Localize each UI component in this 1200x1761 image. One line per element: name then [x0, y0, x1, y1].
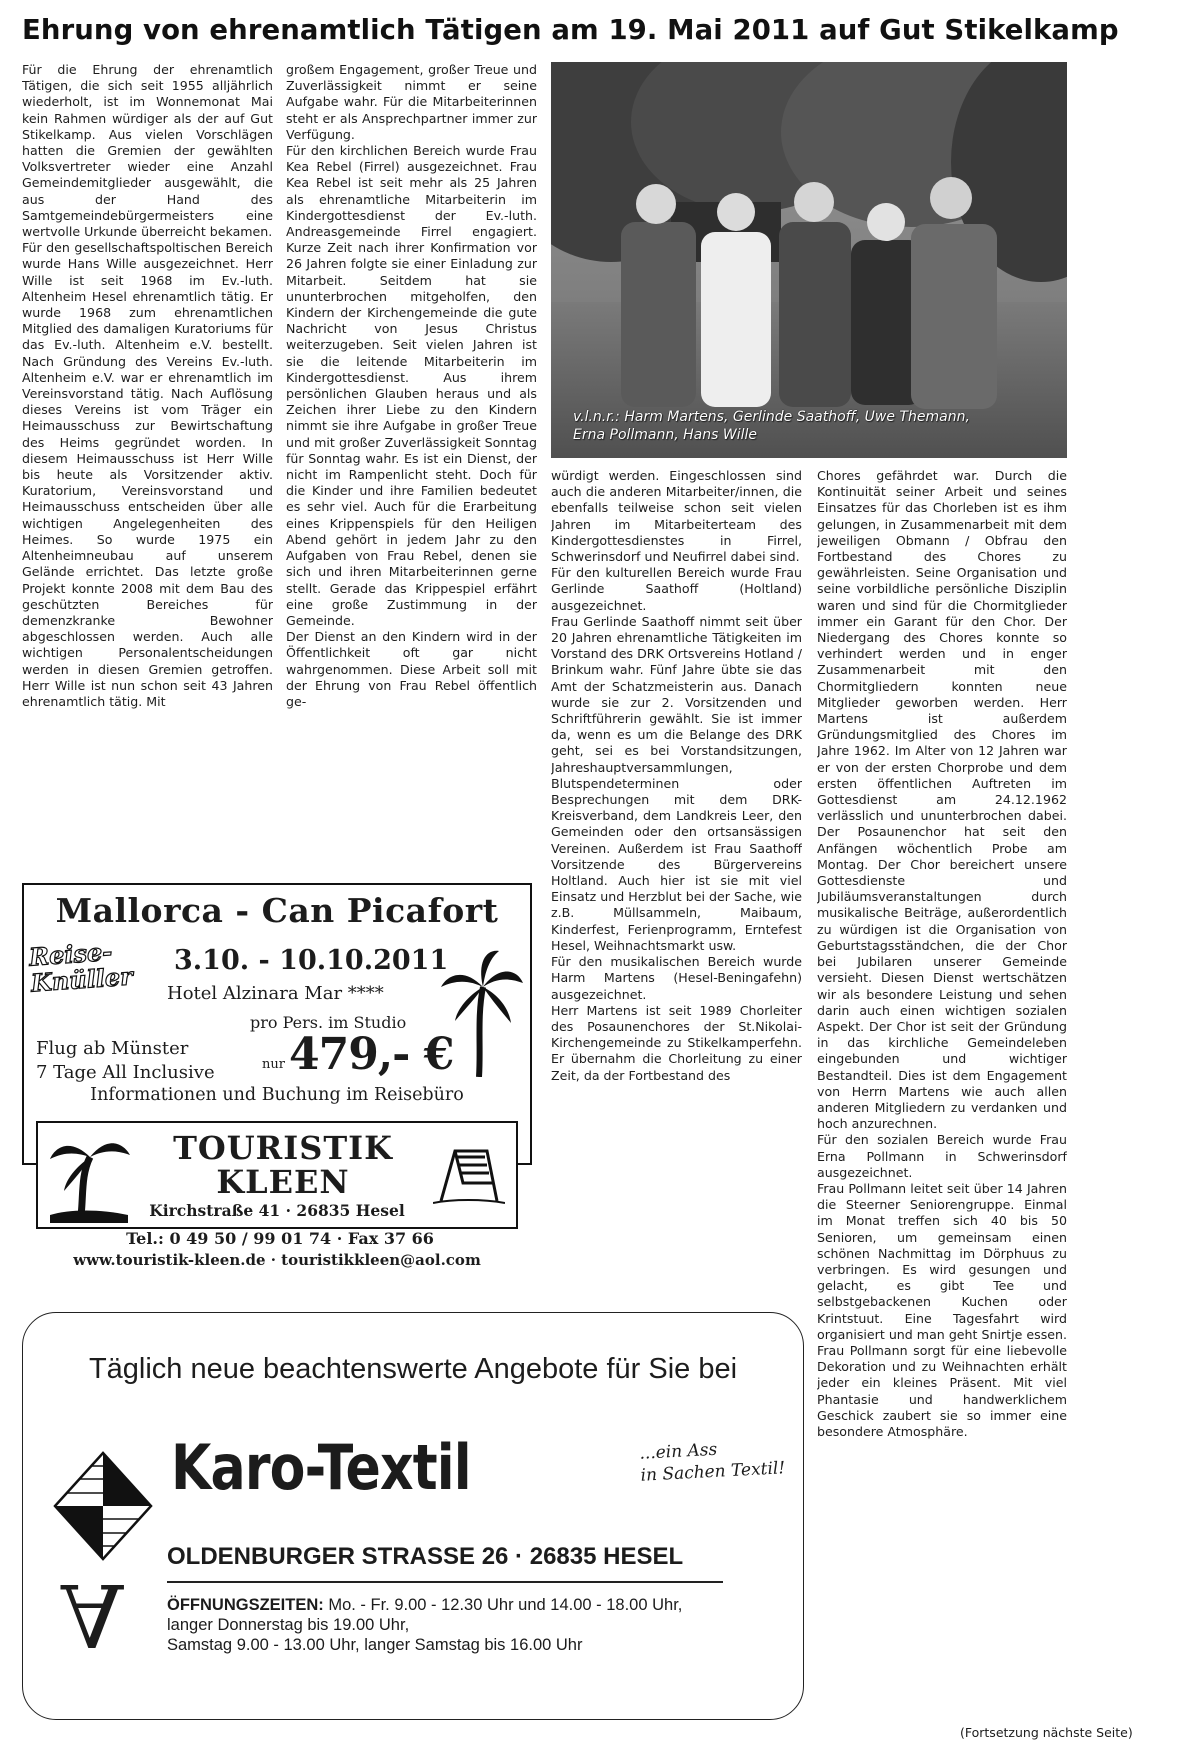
badge-line-2: Knüller — [29, 961, 134, 998]
textile-logo-letter: A — [61, 1564, 124, 1664]
paragraph: Für den musikalischen Bereich wurde Harm Martens (Hesel-Beningafehn) ausgezeichnet. — [551, 954, 802, 1002]
travel-details — [36, 1037, 215, 1085]
paragraph: Chores gefährdet war. Durch die Kontinuität seiner Arbeit und seines Einsatzes für das Chorleben ist es ihm gelungen, in Zusammenarbeit mit dem jeweiligen Obmann / Obfrau den Fortbestand des Chores zu gewährleisten. Seine Organisation und seine vorbildliche persönliche Disziplin waren und sind für die Chormitglieder immer ein Garant für den Chor. Der Niedergang des Chores konnte so verhindert werden und in enger Zusammenarbeit mit den Chormitgliedern konnten neue Mitglieder geworben werden. Herr Martens ist außerdem Gründungsmitglied des Chores im Jahre 1962. Im Alter von 12 Jahren war er von der ersten Chorprobe und dem ersten öffentlichen Auftreten im Gottesdienst am 24.12.1962 verlässlich und ununterbrochen dabei. Der Posaunenchor hat seit den Anfängen wöchentlich Probe am Montag. Der Chor bereichert unsere Gottesdienste und Jubiläumsveranstaltungen durch musikalische Beiträge, außerordentlich zu würdigen ist die Organisation von Geburtstagsständchen, die der Chor bei Jubilaren unserer Gemeinde versieht. Diesen Dienst wertschätzen wir als besondere Leistung und sehen darin auch einen wichtigen sozialen Aspekt. Der Chor ist seit der Gründung in das kirchliche Gemeindeleben eingebunden und wichtiger Bestandteil. Dies ist dem Engagement von Herrn Martens wie auch allen anderen Mitgliedern zu verdanken und hoch anzurechnen. — [817, 468, 1067, 1132]
article-headline: Ehrung von ehrenamtlich Tätigen am 19. Mai 2011 auf Gut Stikelkamp — [22, 14, 1119, 46]
paragraph: Herr Martens ist seit 1989 Chorleiter des Posaunenchores der St.Nikolai-Kirchengemeinde zu Stikelkamperfehn. Er übernahm die Chorleitung zu einer Zeit, da der Fortbestand des — [551, 1002, 802, 1083]
travel-dates: 3.10. - 10.10.2011 — [174, 945, 449, 976]
price-prefix: nur — [262, 1057, 285, 1072]
beach-chair-icon — [433, 1137, 505, 1207]
opening-hours — [167, 1595, 682, 1655]
paragraph: Für den kulturellen Bereich wurde Frau Gerlinde Saathoff (Holtland) ausgezeichnet. — [551, 565, 802, 613]
agency-name — [133, 1131, 433, 1199]
photo-caption-line-1: v.l.n.r.: Harm Martens, Gerlinde Saathoff, Uwe Themann, — [573, 409, 970, 425]
textile-slogan — [639, 1435, 786, 1487]
paragraph: würdigt werden. Eingeschlossen sind auch die anderen Mitarbeiter/innen, die ebenfalls teilweise schon seit vielen Jahren im Mitarbeiterteam des Kindergottesdienstes in Firrel, Schwerinsdorf und Neufirrel dabei sind. — [551, 468, 802, 565]
booking-info: Informationen und Buchung im Reisebüro — [90, 1085, 464, 1105]
slogan-line-1: ...ein Ass — [639, 1439, 718, 1464]
photo-caption-line-2: Erna Pollmann, Hans Wille — [573, 427, 758, 443]
per-person-note: pro Pers. im Studio — [250, 1013, 407, 1032]
opening-hours-label: ÖFFNUNGSZEITEN: — [167, 1596, 324, 1614]
paragraph: Frau Gerlinde Saathoff nimmt seit über 20 Jahren ehrenamtliche Tätigkeiten im Vorstand des DRK Ortsvereins Hotland / Brinkum wahr. Fünf Jahre übte sie das Amt der Schatzmeisterin aus. Danach wurde sie zur 2. Vorsitzenden und Schriftführerin gewählt. Sie ist immer da, wenn es um die Belange des DRK geht, sei es bei Vorstandsitzungen, Jahreshauptversammlungen, Blutspendeterminen oder Besprechungen mit dem DRK-Kreisverband, dem Landkreis Leer, den Gemeinden oder den ortsansässigen Vereinen. Außerdem ist Frau Saathoff Vorsitzende des Bürgervereins Holtland. Auch hier ist sie mit viel Einsatz und Herzblut bei der Sache, wie z.B. Müllsammeln, Maibaum, Kinderfest, Ferienprogramm, Erntefest Hesel, Weihnachtsmarkt usw. — [551, 613, 802, 953]
article-column-4 — [817, 468, 1067, 1720]
slogan-line-2: in Sachen Textil! — [640, 1458, 786, 1486]
paragraph: Der Dienst an den Kindern wird in der Öffentlichkeit oft gar nicht wahrgenommen. Diese Arbeit soll mit der Ehrung von Frau Rebel öffentlich ge- — [286, 629, 537, 709]
article-column-1 — [22, 62, 273, 872]
opening-hours-line-3: Samstag 9.00 - 13.00 Uhr, langer Samstag bis 16.00 Uhr — [167, 1636, 583, 1654]
paragraph: großem Engagement, großer Treue und Zuverlässigkeit nimmt er seine Aufgabe wahr. Für die Mitarbeiterinnen steht er als Ansprechpartner immer zur Verfügung. — [286, 62, 537, 142]
flight-info: Flug ab Münster — [36, 1038, 189, 1059]
textile-ad-headline: Täglich neue beachtenswerte Angebote für Sie bei — [88, 1353, 738, 1385]
reise-knueller-badge — [28, 938, 133, 997]
travel-ad-title: Mallorca - Can Picafort — [55, 891, 499, 930]
paragraph: Frau Pollmann leitet seit über 14 Jahren die Steerner Seniorengruppe. Einmal im Monat treffen sich 40 bis 50 Senioren, um gemeinsam einen schönen Nachmittag im Dörphuus zu verbringen. Es wird gesungen und gelacht, es gibt Tee und selbstgebackenen Kuchen oder Krintstuut. Eine Tagesfahrt wird organisiert und man geht Snirtje essen. Frau Pollmann sorgt für eine liebevolle Dekoration und zu Weihnachten erhält jeder ein kleines Präsent. Mit viel Phantasie und handwerklichem Geschick zaubert sie so immer eine besondere Atmosphäre. — [817, 1180, 1067, 1439]
opening-hours-weekdays: Mo. - Fr. 9.00 - 12.30 Uhr und 14.00 - 18.00 Uhr, — [323, 1596, 683, 1614]
agency-name-line-1: TOURISTIK — [173, 1129, 393, 1167]
group-photo — [551, 62, 1067, 458]
hotel-name: Hotel Alzinara Mar **** — [167, 983, 384, 1004]
agency-address: Kirchstraße 41 · 26835 Hesel — [149, 1201, 405, 1220]
agency-name-line-2: KLEEN — [216, 1163, 350, 1201]
photo-caption — [573, 408, 1053, 444]
agency-phone: Tel.: 0 49 50 / 99 01 74 · Fax 37 66 — [126, 1229, 434, 1248]
opening-hours-line-1 — [167, 1595, 682, 1615]
paragraph: Für den gesellschaftspoltischen Bereich wurde Hans Wille ausgezeichnet. Herr Wille ist seit 1968 im Ev.-luth. Altenheim Hesel ehrenamtlich tätig. Er wurde 1968 zum ehrenamtlichen Mitglied des damaligen Kuratoriums für das Ev.-luth. Altenheim e.V. bestellt. Nach Gründung des Vereins Ev.-luth. Altenheim e.V. war er ehrenamtlich im Vereinsvorstand tätig. Nach Auflösung dieses Vereins ist vom Träger ein Heimausschuss zur Bewirtschaftung des Heims gegründet worden. In diesem Heimausschuss ist Herr Wille bis heute als Vorsitzender aktiv. Kuratorium, Vereinsvorstand und Heimausschuss entscheiden über alle wichtigen Angelegenheiten des Heimes. So wurde 1975 ein Altenheimneubau auf unserem Gelände errichtet. Das letzte große Projekt konnte 2008 mit dem Bau des geschützten Bereiches für demenzkranke Bewohner abgeschlossen werden. Auch alle wichtigen Personalentscheidungen werden in diesen Gremien getroffen. Herr Wille ist nun schon seit 43 Jahren ehrenamtlich tätig. Mit — [22, 240, 273, 709]
continuation-note: (Fortsetzung nächste Seite) — [960, 1725, 1133, 1740]
article-column-2 — [286, 62, 537, 872]
badge-line-1: Reise- — [28, 936, 114, 972]
price: 479,- € — [289, 1029, 454, 1080]
touristik-kleen-logo-box — [36, 1121, 518, 1229]
textile-address: OLDENBURGER STRASSE 26 · 26835 HESEL — [167, 1543, 684, 1570]
article-column-3 — [551, 468, 802, 1192]
opening-hours-line-2: langer Donnerstag bis 19.00 Uhr, — [167, 1616, 410, 1634]
paragraph: Für den sozialen Bereich wurde Frau Erna Pollmann in Schwerinsdorf ausgezeichnet. — [817, 1132, 1067, 1180]
textile-ad — [22, 1312, 804, 1720]
diamond-logo-icon — [53, 1451, 153, 1561]
divider — [167, 1581, 723, 1583]
package-info: 7 Tage All Inclusive — [36, 1062, 215, 1083]
palm-tree-icon — [439, 947, 524, 1077]
paragraph: Für die Ehrung der ehrenamtlich Tätigen, die sich seit 1955 alljährlich wiederholt, ist im Wonnemonat Mai kein Rahmen würdiger als der auf Gut Stikelkamp. Aus vielen Vorschlägen hatten die Gremien der gewählten Volksvertreter wieder eine Anzahl Gemeindemitglieder ausgewählt, die aus der Hand des Samtgemeindebürgermeisters eine wertvolle Urkunde überreicht bekamen. — [22, 62, 273, 240]
paragraph: Für den kirchlichen Bereich wurde Frau Kea Rebel (Firrel) ausgezeichnet. Frau Kea Rebel ist seit mehr als 25 Jahren als ehrenamtliche Mitarbeiterin im Kindergottesdienst der Ev.-luth. Andreasgemeinde Firrel engagiert. Kurze Zeit nach ihrer Konfirmation vor 26 Jahren folgte sie einer Einladung zur Mitarbeit. Seitdem hat sie ununterbrochen mitgeholfen, den Kindern der Kirchengemeinde die gute Nachricht von Jesus Christus weiterzugeben. Seit vielen Jahren ist sie die leitende Mitarbeiterin im Kindergottesdienst. Aus ihrem persönlichen Glauben heraus und als Zeichen ihrer Liebe zu den Kindern nimmt sie ihre Aufgabe in großer Treue und mit großer Zuverlässigkeit Sonntag für Sonntag wahr. Es ist ein Dienst, der nicht im Rampenlicht steht. Doch für die Kinder und ihre Familien bedeutet es sehr viel. Auch für die Erarbeitung eines Krippenspiels für den Heiligen Abend gehört in jedem Jahr zu den Aufgaben von Frau Rebel, denen sie sich und ihren Mitarbeiterinnen gerne stellt. Gerade das Krippespiel erfährt eine große Zustimmung in der Gemeinde. — [286, 143, 537, 628]
textile-brand-name: Karo-Textil — [171, 1431, 471, 1504]
agency-web-email: www.touristik-kleen.de · touristikkleen@aol.com — [73, 1251, 481, 1269]
